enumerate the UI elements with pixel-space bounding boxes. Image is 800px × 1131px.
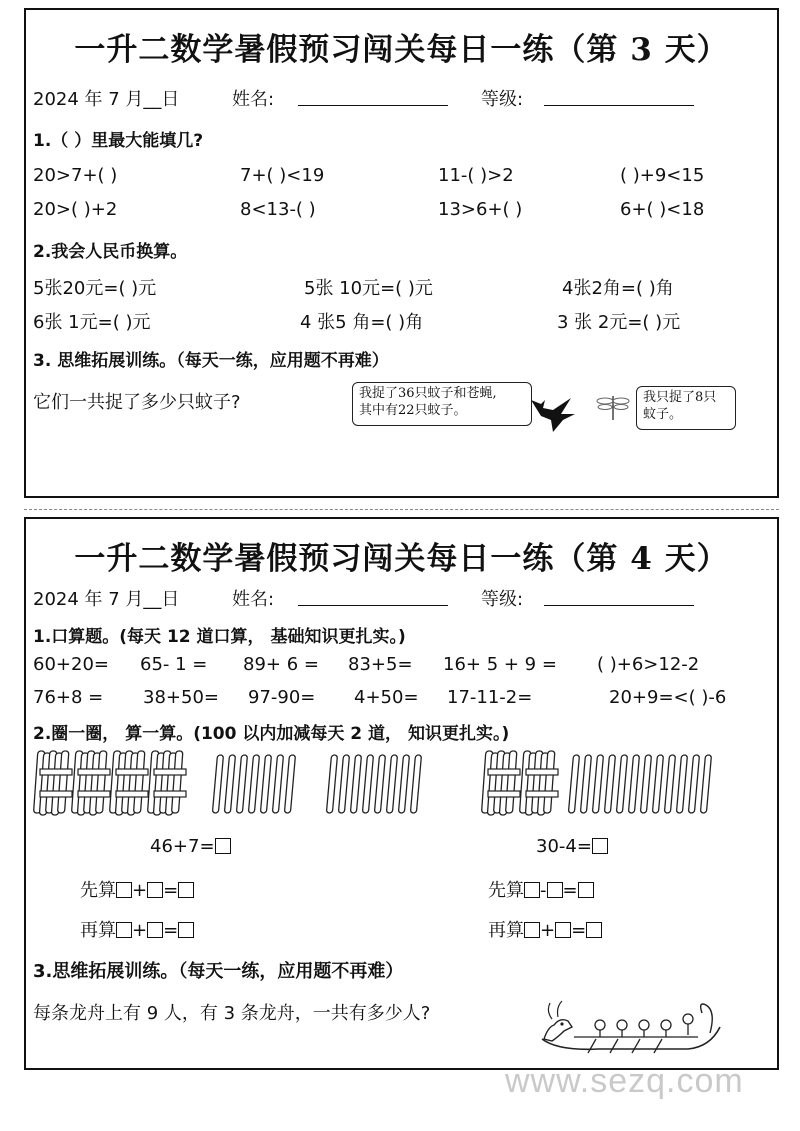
day4-q1-item: 17-11-2=: [447, 687, 533, 708]
single-stick: [224, 755, 235, 813]
operator: -: [540, 880, 547, 901]
stick-bundle: [482, 751, 520, 815]
stick-bundle: [72, 751, 110, 815]
answer-box[interactable]: [116, 882, 132, 898]
day3-q3-question: 它们一共捉了多少只蚊子?: [33, 392, 241, 413]
watermark: www.sezq.com: [505, 1062, 744, 1100]
single-stick: [326, 755, 337, 813]
left-then-step: 再算 + =: [80, 916, 194, 942]
dragon-boat-icon: [538, 997, 728, 1057]
single-stick: [592, 755, 603, 813]
bird-speech-bubble: [352, 382, 532, 426]
day3-q2-item: 5张20元=( )元: [33, 278, 157, 299]
right-first-step: 先算 - =: [488, 876, 594, 902]
single-stick: [604, 755, 615, 813]
left-first-step: 先算 + =: [80, 876, 194, 902]
single-stick: [350, 755, 361, 813]
day4-q1-item: 89+ 6 =: [243, 654, 319, 675]
day3-grade-line[interactable]: [544, 104, 694, 106]
cut-line-divider: [24, 509, 779, 510]
day3-q2-item: 4 张5 角=( )角: [300, 312, 424, 333]
day4-q1-item: 20+9=<( )-6: [609, 687, 727, 708]
day4-q1-item: 16+ 5 + 9 =: [443, 654, 557, 675]
right-sticks-illustration: [484, 749, 734, 821]
day4-q1-item: 83+5=: [348, 654, 413, 675]
day4-q2-heading: 2.圈一圈， 算一算。(100 以内加减每天 2 道， 知识更扎实。): [33, 724, 510, 744]
answer-box[interactable]: [178, 882, 194, 898]
day4-q3-heading: 3.思维拓展训练。（每天一练，应用题不再难）: [33, 961, 404, 982]
day4-q1-item: 65- 1 =: [140, 654, 208, 675]
first-step-label: 先算: [488, 880, 524, 901]
single-stick: [212, 755, 223, 813]
day3-q3-heading: 3. 思维拓展训练。（每天一练，应用题不再难）: [33, 351, 389, 371]
single-stick: [664, 755, 675, 813]
day3-q1-item: ( )+9<15: [620, 165, 705, 186]
single-stick: [260, 755, 271, 813]
answer-box[interactable]: [586, 922, 602, 938]
day3-title: 一升二数学暑假预习闯关每日一练（第 3 天）: [74, 32, 729, 68]
stick-bundle: [148, 751, 186, 815]
day4-q1-item: ( )+6>12-2: [597, 654, 700, 675]
day3-q2-item: 4张2角=( )角: [562, 278, 674, 299]
day3-name-label: 姓名:: [232, 89, 275, 110]
day4-q1-item: 60+20=: [33, 654, 109, 675]
day3-q2-heading: 2.我会人民币换算。: [33, 242, 188, 262]
day4-date: 2024 年 7 月__日: [33, 589, 180, 610]
operator: +: [540, 920, 556, 941]
single-stick: [688, 755, 699, 813]
single-stick: [652, 755, 663, 813]
single-stick: [628, 755, 639, 813]
day3-q1-item: 20>7+( ): [33, 165, 118, 186]
day3-grade-label: 等级:: [481, 89, 524, 110]
single-stick: [386, 755, 397, 813]
answer-box[interactable]: [524, 922, 540, 938]
first-step-label: 先算: [80, 880, 116, 901]
single-stick: [272, 755, 283, 813]
day3-date: 2024 年 7 月__日: [33, 89, 180, 110]
right-then-step: 再算 + =: [488, 916, 602, 942]
answer-box[interactable]: [592, 838, 608, 854]
day3-q2-item: 5张 10元=( )元: [304, 278, 433, 299]
day4-q1-item: 4+50=: [354, 687, 419, 708]
day4-title: 一升二数学暑假预习闯关每日一练（第 4 天）: [74, 541, 729, 577]
day3-q1-item: 20>( )+2: [33, 199, 118, 220]
answer-box[interactable]: [524, 882, 540, 898]
day4-worksheet: [24, 517, 779, 1070]
stick-bundle: [34, 751, 72, 815]
single-stick: [236, 755, 247, 813]
single-stick: [568, 755, 579, 813]
single-stick: [616, 755, 627, 813]
bird-speech-line: 我捉了36只蚊子和苍蝇,: [359, 386, 497, 401]
bird-speech-line: 其中有22只蚊子。: [359, 403, 467, 418]
single-stick: [640, 755, 651, 813]
day3-q1-item: 13>6+( ): [438, 199, 523, 220]
answer-box[interactable]: [178, 922, 194, 938]
day4-q1-heading: 1.口算题。(每天 12 道口算， 基础知识更扎实。): [33, 627, 406, 647]
left-equation-text: 46+7=: [150, 836, 215, 857]
answer-box[interactable]: [578, 882, 594, 898]
day4-name-label: 姓名:: [232, 589, 275, 610]
stick-bundle: [520, 751, 558, 815]
day3-q2-item: 3 张 2元=( )元: [557, 312, 681, 333]
day4-q1-item: 76+8 =: [33, 687, 104, 708]
single-stick: [410, 755, 421, 813]
day3-q1-item: 7+( )<19: [240, 165, 325, 186]
stick-bundle: [110, 751, 148, 815]
single-stick: [676, 755, 687, 813]
single-stick: [700, 755, 711, 813]
day4-grade-line[interactable]: [544, 604, 694, 606]
day3-worksheet: [24, 8, 779, 498]
single-stick: [338, 755, 349, 813]
day4-name-line[interactable]: [298, 604, 448, 606]
answer-box[interactable]: [147, 882, 163, 898]
day3-q1-item: 8<13-( ): [240, 199, 316, 220]
answer-box[interactable]: [116, 922, 132, 938]
left-sticks-illustration: [36, 749, 456, 821]
operator: +: [132, 880, 148, 901]
single-stick: [374, 755, 385, 813]
then-step-label: 再算: [80, 920, 116, 941]
answer-box[interactable]: [547, 882, 563, 898]
day3-q1-heading: 1.（ ）里最大能填几?: [33, 131, 204, 151]
left-equation: [150, 836, 231, 857]
day3-q1-item: 11-( )>2: [438, 165, 514, 186]
answer-box[interactable]: [555, 922, 571, 938]
day3-q2-item: 6张 1元=( )元: [33, 312, 151, 333]
single-stick: [284, 755, 295, 813]
answer-box[interactable]: [147, 922, 163, 938]
then-step-label: 再算: [488, 920, 524, 941]
single-stick: [248, 755, 259, 813]
operator: +: [132, 920, 148, 941]
single-stick: [580, 755, 591, 813]
day4-q1-item: 97-90=: [248, 687, 316, 708]
right-equation-text: 30-4=: [536, 836, 592, 857]
right-equation: [536, 836, 608, 857]
day4-grade-label: 等级:: [481, 589, 524, 610]
day4-q1-item: 38+50=: [143, 687, 219, 708]
dragonfly-icon: [596, 392, 630, 422]
day3-q1-item: 6+( )<18: [620, 199, 705, 220]
single-stick: [398, 755, 409, 813]
dragonfly-speech-line: 我只捉了8只: [643, 390, 717, 405]
dragonfly-speech-bubble: [636, 386, 736, 430]
single-stick: [362, 755, 373, 813]
day4-q3-question: 每条龙舟上有 9 人，有 3 条龙舟，一共有多少人?: [33, 1003, 431, 1024]
answer-box[interactable]: [215, 838, 231, 854]
day3-name-line[interactable]: [298, 104, 448, 106]
swallow-bird-icon: [531, 392, 583, 438]
dragonfly-speech-line: 蚊子。: [643, 407, 683, 422]
